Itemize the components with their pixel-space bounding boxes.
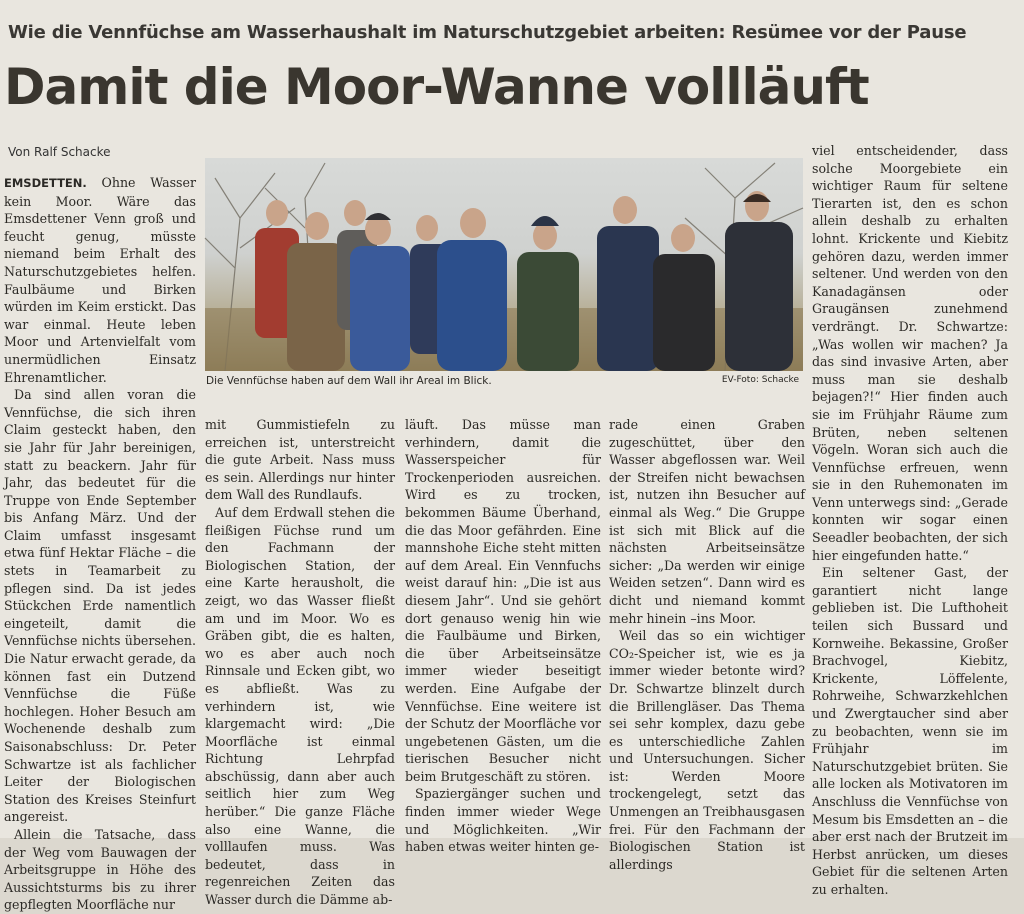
photo-caption: Die Vennfüchse haben auf dem Wall ihr Areal im Blick. (206, 375, 492, 387)
paragraph: Allein die Tatsache, dass der Weg vom Bauwagen der Arbeitsgruppe in Höhe des Aussichtsturms bis zu ihrer gepflegten Moorfläche nur (4, 826, 196, 913)
paragraph: läuft. Das müsse man verhindern, damit die Wasserspeicher für Trockenperioden ausreichen. Wird es zu trocken, bekommen Bäume Überhand, die das Moor gefährden. Eine mannshohe Eiche steht mitten auf dem Areal. Ein Vennfuchs weist darauf hin: „Die ist aus diesem Jahr“. Und sie gehört dort genauso wenig hin wie die Faulbäume und Birken, die über Arbeitseinsätze immer wieder beseitigt werden. Eine Aufgabe der Vennfüchse. Eine weitere ist der Schutz der Moorfläche vor ungebetenen Gästen, um die tierischen Besucher nicht beim Brutgeschäft zu stören. (405, 417, 602, 784)
photo-caption-bar (205, 374, 803, 392)
article-headline: Damit die Moor-Wanne vollläuft (4, 58, 869, 116)
paragraph: Da sind allen voran die Vennfüchse, die sich ihren Claim gesteckt haben, den sie Jahr für Jahr bereinigen, statt zu beackern. Jahr für Jahr, das bedeutet für die Truppe von Ende September bis Anfang März. Und der Claim umfasst insgesamt etwa fünf Hektar Fläche – die stets in Teamarbeit zu pflegen sind. Da ist jedes Stückchen Erde namentlich eingeteilt, damit die Vennfüchse nichts übersehen. Die Natur erwacht gerade, da können fast ein Dutzend Vennfüchse die Füße hochlegen. Hoher Besuch am Wochenende deshalb zum Saisonabschluss: Dr. Peter Schwartze ist als fachlicher Leiter der Biologischen Station des Kreises Steinfurt angereist. (4, 387, 196, 825)
paragraph: Ein seltener Gast, der garantiert nicht lange geblieben ist. Die Lufthoheit teilen sich Bussard und Kornweihe. Bekassine, Großer Brachvogel, Kiebitz, Krickente, Löffelente, Rohrweihe, Schwarzkehlchen und Zwergtaucher sind aber zu beobachten, wenn sie im Frühjahr im Naturschutzgebiet brüten. Sie alle locken als Motivatoren im Anschluss die Vennfüchse von Mesum bis Emsdetten an – die aber erst nach der Brutzeit im Herbst anrücken, um dieses Gebiet für die seltenen Arten zu erhalten. (812, 565, 1008, 897)
paragraph: viel entscheidender, dass solche Moorgebiete ein wichtiger Raum für seltene Tierarten ist, den es schon allein deshalb zu erhalten lohnt. Krickente und Kiebitz gehören dazu, werden immer seltener. Und werden von den Kanadagänsen oder Graugänsen zunehmend verdrängt. Dr. Schwartze: „Was wollen wir machen? Ja das sind invasive Arten, aber muss man sie deshalb bejagen?!“ Hier finden auch sie im Frühjahr Räume zum Brüten, neben seltenen Vögeln. Woran sich auch die Vennfüchse erfreuen, wenn sie in den Ruhemonaten im Venn unterwegs sind: „Gerade konnten wir sogar einen Seeadler beobachten, der sich hier eingefunden hatte.“ (812, 143, 1008, 563)
text-column-2 (205, 416, 395, 908)
article-byline: Von Ralf Schacke (8, 145, 111, 159)
text-column-4 (609, 416, 805, 872)
paragraph-text: Ohne Wasser kein Moor. Wäre das Emsdettener Venn groß und feucht genug, müsste niemand beim Erhalt des Naturschutzgebietes helfen. Faulbäume und Birken würden im Keim erstickt. Das war einmal. Heute leben Moor und Artenvielfalt vom unermüdlichen Einsatz Ehrenamtlicher. (4, 175, 196, 385)
text-column-1 (4, 174, 196, 913)
paragraph: Weil das so ein wichtiger CO₂-Speicher ist, wie es ja immer wieder betonte wird? Dr. Schwartze blinzelt durch die Brillengläser. Das Thema sei sehr komplex, dazu gebe es unterschiedliche Zahlen und Untersuchungen. Sicher ist: Werden Moore trockengelegt, setzt das Unmengen an Treibhausgasen frei. Für den Fachmann der Biologischen Station ist allerdings (609, 628, 805, 872)
paragraph: Auf dem Erdwall stehen die fleißigen Füchse rund um den Fachmann der Biologischen Station, der eine Karte herausholt, die zeigt, wo das Wasser fließt am und im Moor. Wo es Gräben gibt, die es halten, wo es aber auch noch Rinnsale und Ecken gibt, wo es abfließt. Was zu verhindern ist, wie klargemacht wird: „Die Moorfläche ist einmal Richtung Lehrpfad abschüssig, dann aber auch seitlich hier zum Weg herüber.“ Die ganze Fläche also eine Wanne, die volllaufen muss. Was bedeutet, dass in regenreichen Zeiten das Wasser durch die Dämme ab- (205, 504, 395, 908)
paragraph: mit Gummistiefeln zu erreichen ist, unterstreicht die gute Arbeit. Nass muss es sein. Allerdings nur hinter dem Wall des Rundlaufs. (205, 417, 395, 503)
group-photo (205, 158, 803, 371)
text-column-3 (405, 416, 602, 855)
photo-credit: EV-Foto: Schacke (721, 375, 799, 385)
paragraph: rade einen Graben zugeschüttet, über den Wasser abgeflossen war. Weil der Streifen nicht bewachsen ist, nutzen ihn Besucher auf einmal als Weg.“ Die Gruppe ist sich mit Blick auf die nächsten Arbeitseinsätze sicher: „Da werden wir einige Weiden setzen“. Dann wird es dicht und niemand kommt mehr hinein –ins Moor. (609, 417, 805, 626)
paragraph: Spaziergänger suchen und finden immer wieder Wege und Möglichkeiten. „Wir haben etwas weiter hinten ge- (405, 786, 601, 855)
text-column-5 (812, 142, 1008, 897)
article-kicker: Wie die Vennfüchse am Wasserhaushalt im Naturschutzgebiet arbeiten: Resümee vor der Pause (8, 22, 967, 43)
group-photo-illustration (205, 158, 803, 371)
paragraph (4, 174, 196, 386)
dateline: EMSDETTEN. (4, 176, 87, 190)
